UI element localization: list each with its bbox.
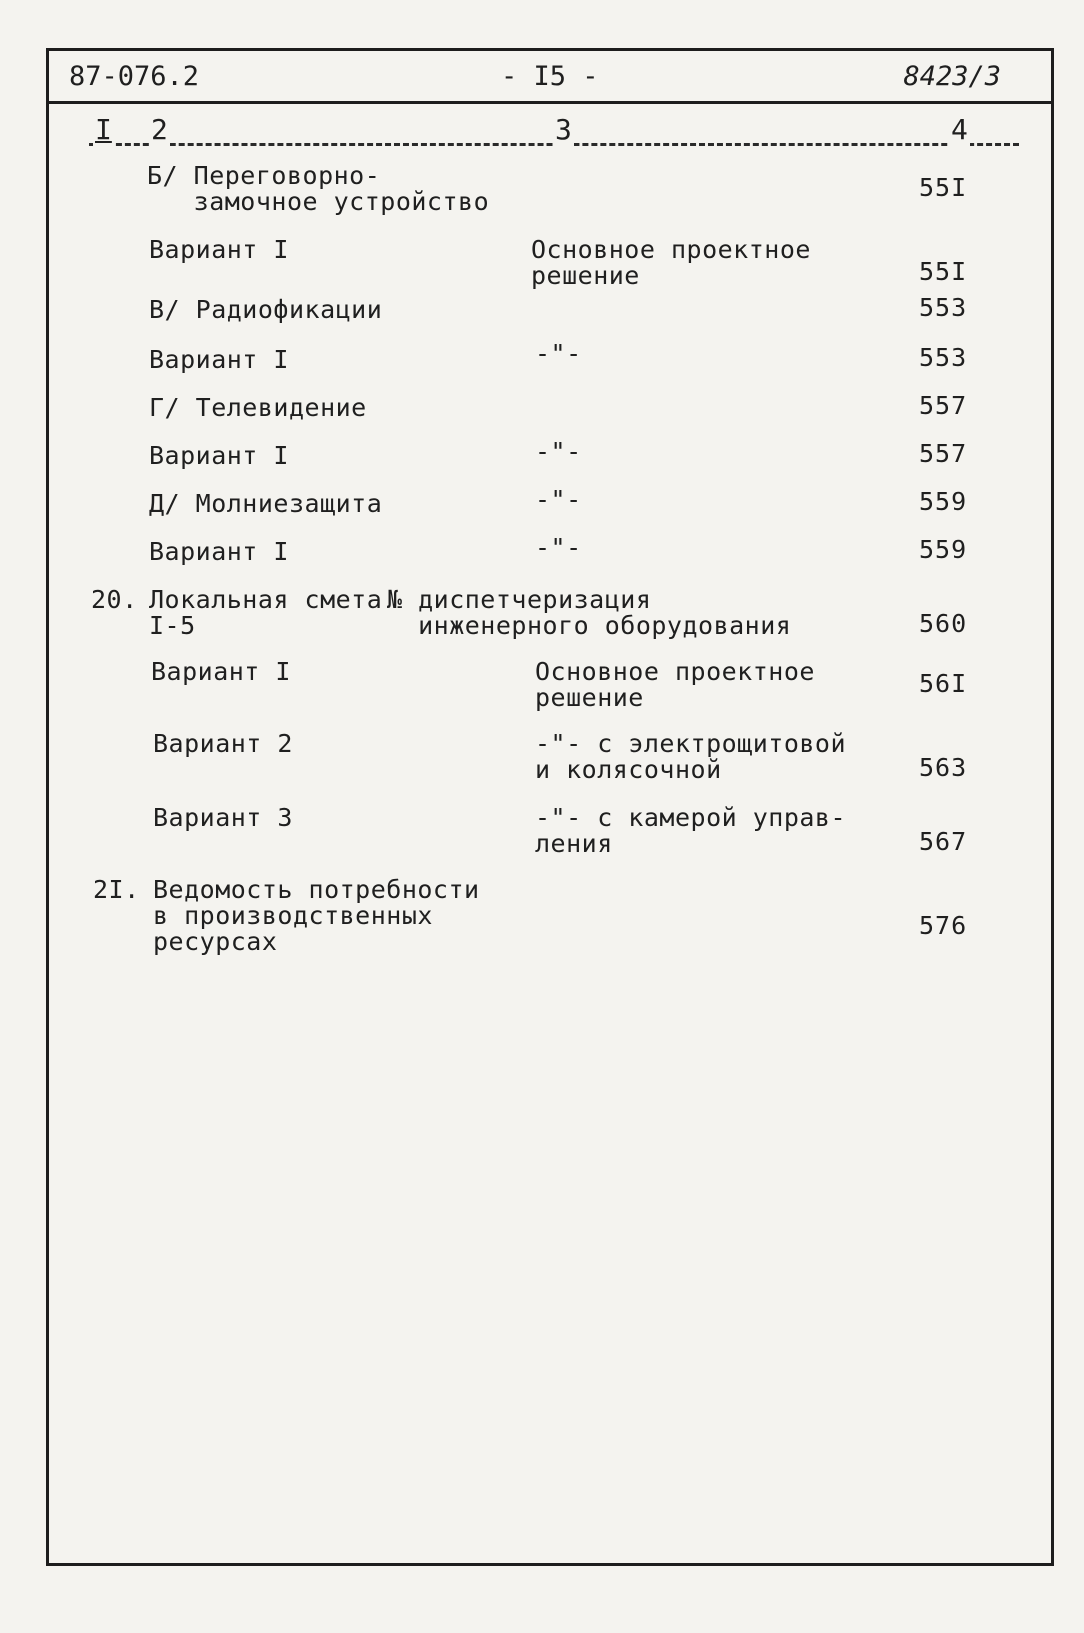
item-page: 576 [919, 911, 968, 940]
item-name: Вариант I [149, 537, 289, 566]
item-name: Г/ Телевидение [149, 393, 367, 422]
item-page: 563 [919, 753, 968, 782]
item-description: Основное проектное решение [531, 235, 811, 290]
item-description: -"- [535, 485, 582, 514]
item-description: -"- с камерой управ- ления [535, 803, 847, 858]
item-page: 567 [919, 827, 968, 856]
item-name: Д/ Молниезащита [149, 489, 383, 518]
sheet-number: 8423/3 [903, 61, 1001, 92]
item-page: 559 [919, 535, 968, 564]
item-name: Вариант I [151, 657, 291, 686]
item-page: 553 [919, 343, 968, 372]
item-page: 557 [919, 391, 968, 420]
item-page: 553 [919, 293, 968, 322]
column-number-4: 4 [951, 113, 968, 146]
column-number-3: 3 [555, 113, 572, 146]
item-description: -"- [535, 339, 582, 368]
item-name: Вариант I [149, 235, 289, 264]
item-page: 56I [919, 669, 968, 698]
item-page: 559 [919, 487, 968, 516]
item-page: 55I [919, 257, 968, 286]
item-description: -"- [535, 437, 582, 466]
item-number: 20. [91, 585, 138, 614]
item-name: Ведомость потребности в производственных ресурсах [153, 875, 480, 956]
item-name: Вариант I [149, 441, 289, 470]
item-name: Б/ Переговорно- замочное устройство [147, 161, 490, 216]
item-name: В/ Радиофикации [149, 295, 383, 324]
page-number: - I5 - [501, 61, 599, 92]
item-name: Вариант I [149, 345, 289, 374]
item-description: № диспетчеризация инженерного оборудования [387, 585, 792, 640]
title-block [49, 51, 1051, 104]
item-page: 55I [919, 173, 968, 202]
item-name: Вариант 3 [153, 803, 293, 832]
item-name-line2: I-5 [149, 611, 196, 640]
item-description: -"- [535, 533, 582, 562]
page-frame [46, 48, 1054, 1566]
item-page: 560 [919, 609, 968, 638]
column-number-2: 2 [151, 113, 168, 146]
column-number-row [49, 113, 1051, 153]
item-number: 2I. [93, 875, 140, 904]
item-name: Вариант 2 [153, 729, 293, 758]
column-number-1: I [95, 113, 112, 146]
item-description: Основное проектное решение [535, 657, 815, 712]
document-code: 87-076.2 [69, 61, 200, 92]
item-description: -"- с электрощитовой и колясочной [535, 729, 847, 784]
item-page: 557 [919, 439, 968, 468]
item-name: Локальная смета [149, 585, 383, 614]
